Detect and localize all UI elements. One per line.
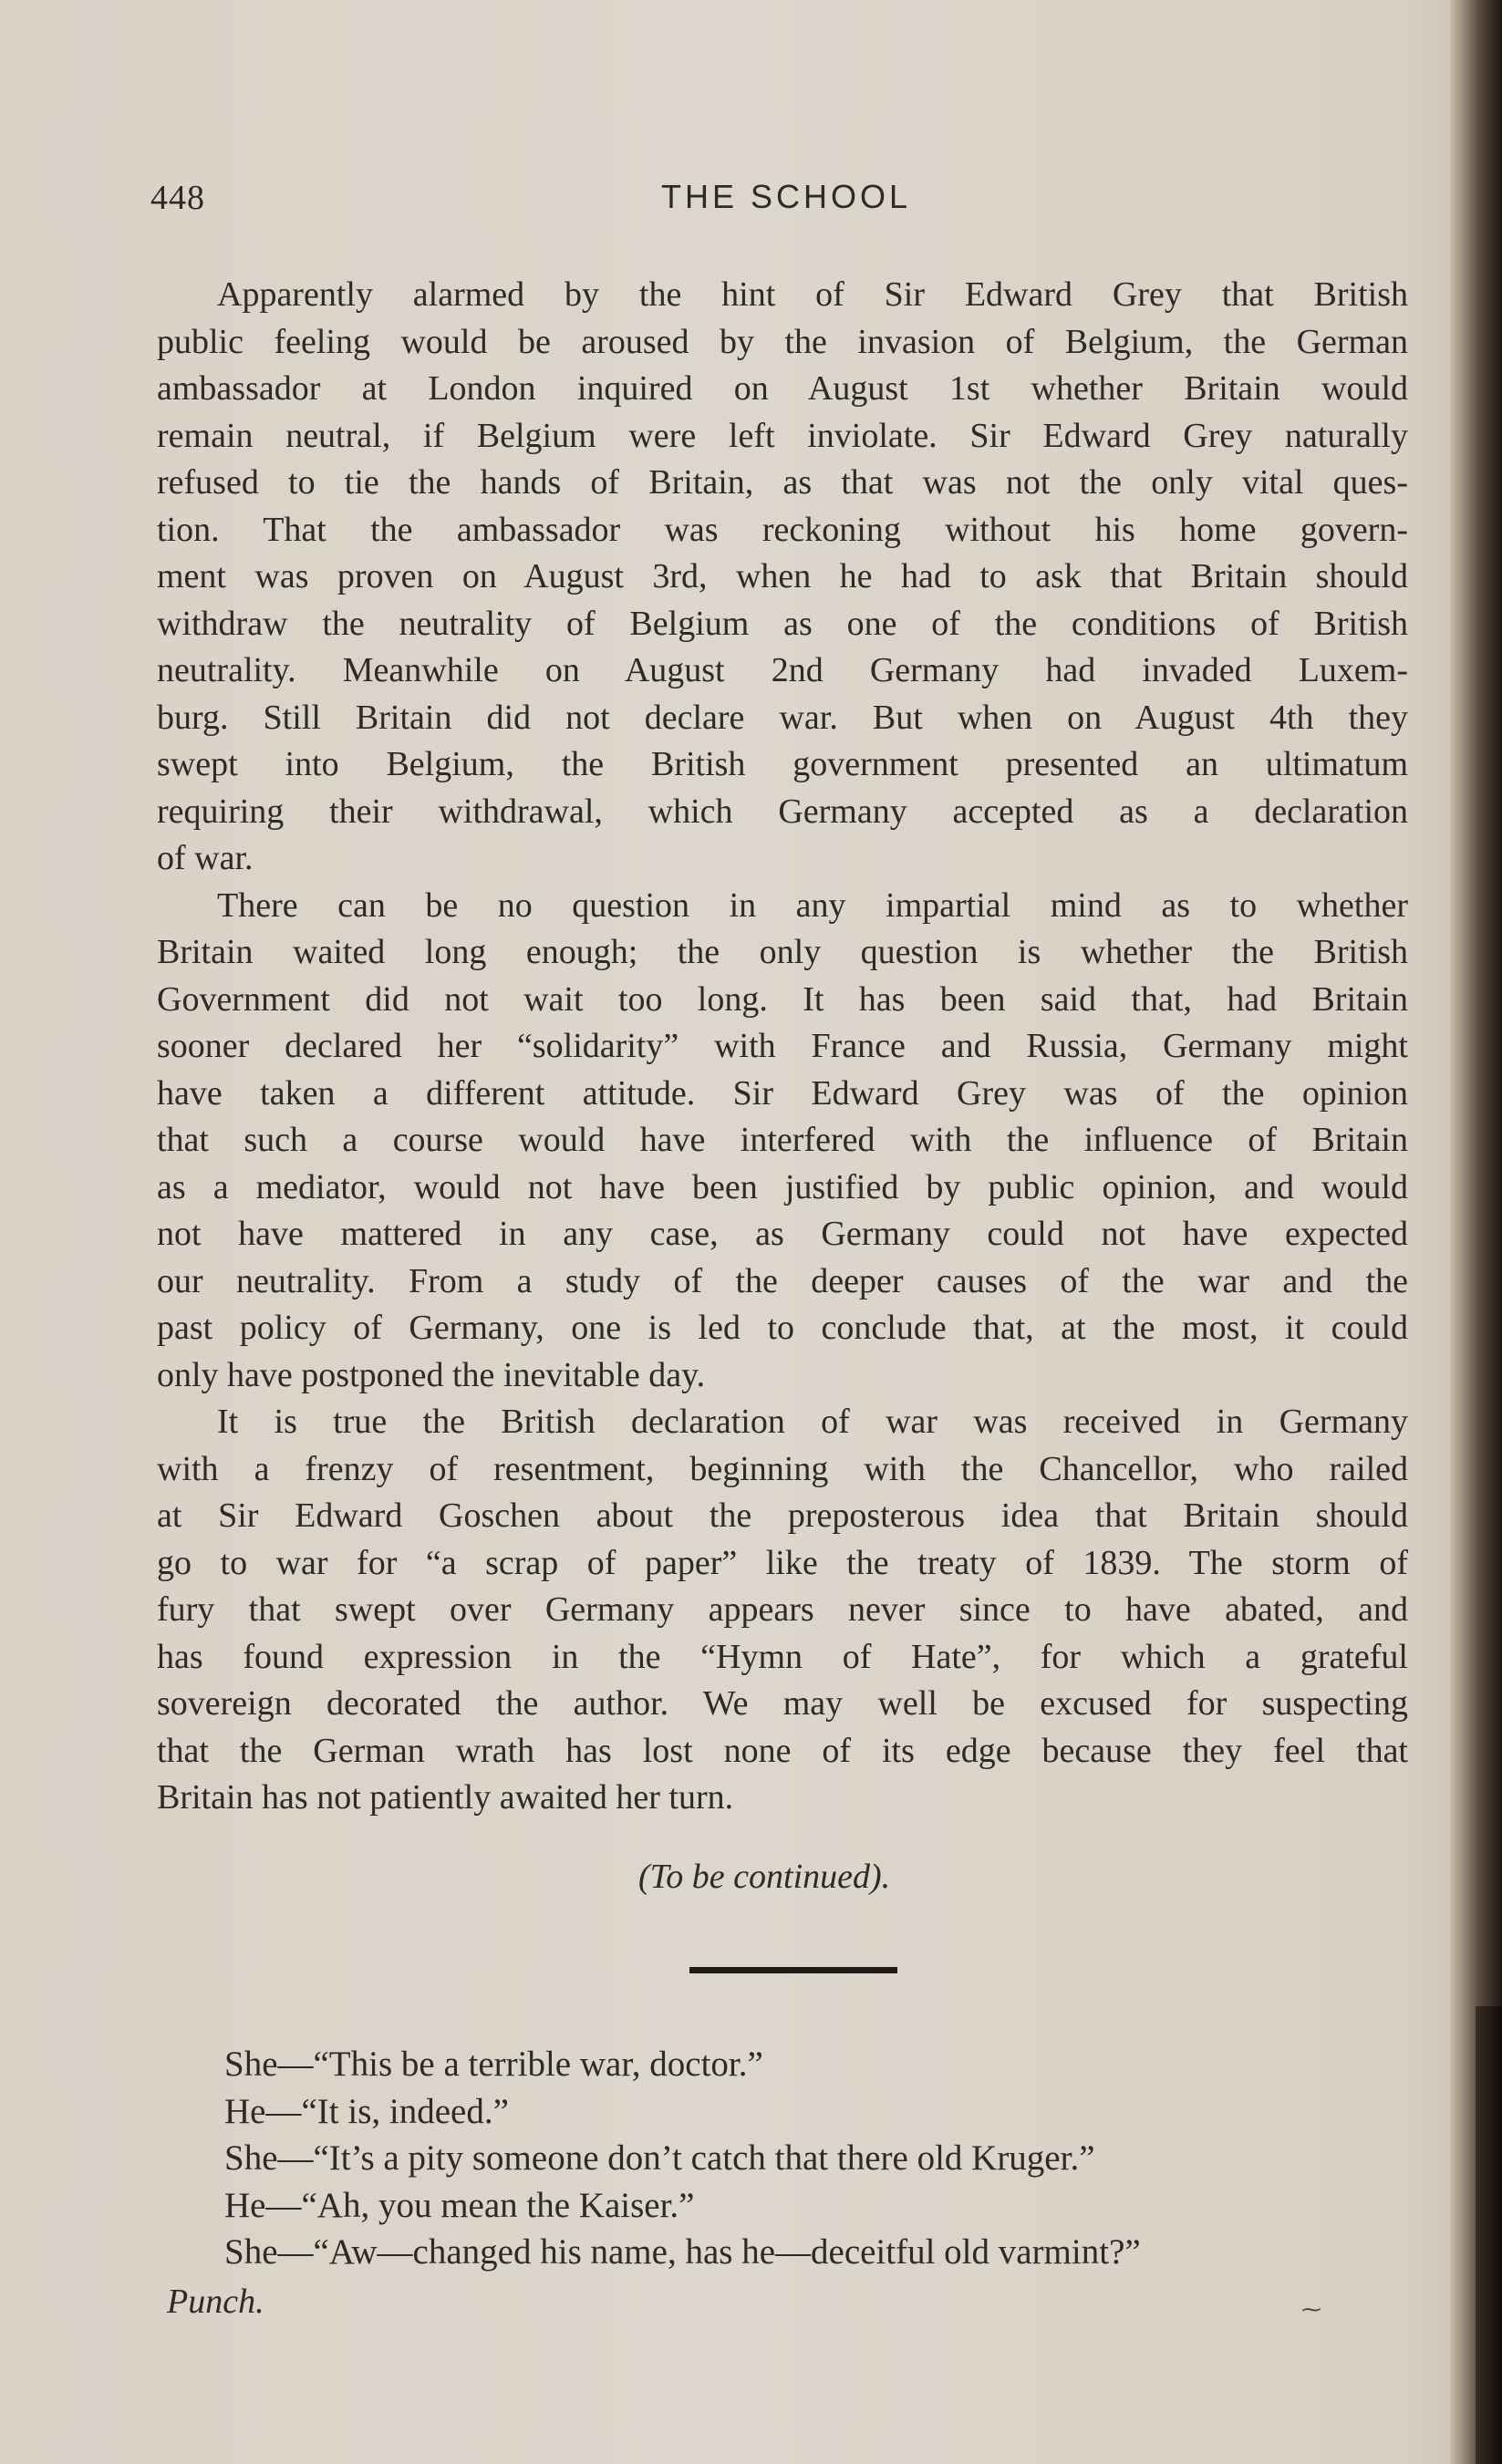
book-edge-shadow bbox=[1476, 2006, 1502, 2464]
text-line: have taken a different attitude. Sir Edward Grey was of the opinion bbox=[157, 1073, 1408, 1113]
text-line: There can be no question in any impartial mind as to whether bbox=[217, 885, 1408, 925]
text-line: sooner declared her “solidarity” with France and Russia, Germany might bbox=[157, 1027, 1408, 1065]
text-line: Britain has not patiently awaited her turn. bbox=[157, 1778, 734, 1817]
continued-note: (To be continued). bbox=[638, 1858, 891, 1896]
text-line: ment was proven on August 3rd, when he had to ask that Britain should bbox=[157, 557, 1408, 595]
text-line: tion. That the ambassador was reckoning without his home govern- bbox=[157, 510, 1408, 549]
text-line: Britain waited long enough; the only question is whether the British bbox=[157, 933, 1408, 971]
running-head: THE SCHOOL bbox=[661, 178, 912, 215]
page-number: 448 bbox=[150, 179, 205, 217]
paragraph bbox=[157, 1399, 1408, 1822]
text-line: has found expression in the “Hymn of Hate”, for which a grateful bbox=[157, 1637, 1408, 1676]
dialogue-line: She—“It’s a pity someone don’t catch that there old Kruger.” bbox=[224, 2138, 1095, 2178]
text-line: of war. bbox=[157, 839, 254, 877]
text-line: burg. Still Britain did not declare war. But when on August 4th they bbox=[157, 698, 1408, 737]
paragraph bbox=[157, 883, 1408, 1400]
text-line: withdraw the neutrality of Belgium as one of the conditions of British bbox=[157, 604, 1408, 643]
dialogue-line: She—“This be a terrible war, doctor.” bbox=[224, 2045, 763, 2084]
text-line: fury that swept over Germany appears never since to have abated, and bbox=[157, 1590, 1408, 1629]
dialogue-line: He—“It is, indeed.” bbox=[224, 2091, 509, 2131]
text-line: Apparently alarmed by the hint of Sir Edward Grey that British bbox=[217, 275, 1408, 314]
text-line: with a frenzy of resentment, beginning with the Chancellor, who railed bbox=[157, 1449, 1408, 1488]
article-body bbox=[157, 272, 1408, 1822]
text-line: remain neutral, if Belgium were left inviolate. Sir Edward Grey naturally bbox=[157, 416, 1408, 455]
text-line: our neutrality. From a study of the deeper causes of the war and the bbox=[157, 1261, 1408, 1300]
dialogue-line: He—“Ah, you mean the Kaiser.” bbox=[224, 2185, 695, 2225]
dialogue-line: She—“Aw—changed his name, has he—deceitful old varmint?” bbox=[224, 2232, 1141, 2272]
text-line: ambassador at London inquired on August 1st whether Britain would bbox=[157, 369, 1408, 408]
attribution: Punch. bbox=[167, 2283, 264, 2321]
dialogue-block bbox=[224, 2041, 1419, 2276]
text-line: It is true the British declaration of war was received in Germany bbox=[217, 1403, 1408, 1441]
text-line: requiring their withdrawal, which Germany accepted as a declaration bbox=[157, 792, 1408, 831]
text-line: that the German wrath has lost none of its edge because they feel that bbox=[157, 1731, 1408, 1770]
paragraph bbox=[157, 272, 1408, 883]
text-line: as a mediator, would not have been justified by public opinion, and would bbox=[157, 1167, 1408, 1206]
text-line: that such a course would have interfered with the influence of Britain bbox=[157, 1121, 1408, 1159]
text-line: go to war for “a scrap of paper” like the treaty of 1839. The storm of bbox=[157, 1543, 1408, 1582]
text-line: sovereign decorated the author. We may well be excused for suspecting bbox=[157, 1684, 1408, 1723]
text-line: Government did not wait too long. It has been said that, had Britain bbox=[157, 979, 1408, 1019]
text-line: past policy of Germany, one is led to conclude that, at the most, it could bbox=[157, 1309, 1408, 1347]
text-line: public feeling would be aroused by the invasion of Belgium, the German bbox=[157, 322, 1408, 361]
page-header bbox=[150, 178, 1418, 233]
ink-mark-icon: ⁓ bbox=[1301, 2298, 1321, 2321]
text-line: not have mattered in any case, as Germany could not have expected bbox=[157, 1215, 1408, 1253]
text-line: swept into Belgium, the British government presented an ultimatum bbox=[157, 745, 1408, 783]
section-divider bbox=[689, 1967, 897, 1973]
text-line: at Sir Edward Goschen about the preposterous idea that Britain should bbox=[157, 1496, 1408, 1535]
text-line: refused to tie the hands of Britain, as that was not the only vital ques- bbox=[157, 463, 1408, 502]
text-line: only have postponed the inevitable day. bbox=[157, 1355, 706, 1394]
text-line: neutrality. Meanwhile on August 2nd Germany had invaded Luxem- bbox=[157, 651, 1408, 689]
